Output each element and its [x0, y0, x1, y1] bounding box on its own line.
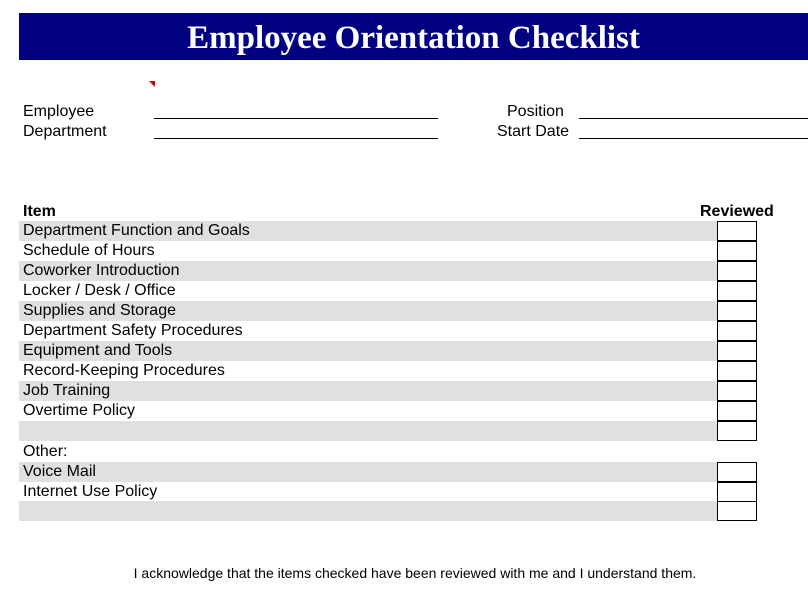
start-date-label: Start Date [497, 123, 570, 140]
reviewed-checkbox[interactable] [717, 462, 757, 482]
checklist-item-blank [19, 501, 717, 521]
checklist-item: Locker / Desk / Office [23, 282, 176, 299]
start-date-field[interactable] [579, 138, 808, 139]
checklist-item: Record-Keeping Procedures [23, 362, 225, 379]
reviewed-checkbox[interactable] [717, 321, 757, 341]
other-label: Other: [23, 443, 68, 460]
checklist-item: Job Training [19, 381, 717, 401]
reviewed-checkbox[interactable] [717, 281, 757, 301]
reviewed-checkbox[interactable] [717, 301, 757, 321]
comment-indicator-icon[interactable] [149, 81, 155, 87]
item-column-header: Item [23, 203, 56, 220]
checklist-item: Internet Use Policy [23, 483, 158, 500]
reviewed-checkbox[interactable] [717, 341, 757, 361]
checklist-item: Department Safety Procedures [23, 322, 243, 339]
reviewed-checkbox[interactable] [717, 261, 757, 281]
reviewed-checkbox[interactable] [717, 361, 757, 381]
reviewed-checkbox[interactable] [717, 482, 757, 502]
reviewed-checkbox[interactable] [717, 241, 757, 261]
reviewed-checkbox[interactable] [717, 221, 757, 241]
checklist-item: Overtime Policy [23, 402, 136, 419]
reviewed-checkbox[interactable] [717, 401, 757, 421]
checklist-item: Equipment and Tools [19, 341, 717, 361]
employee-field[interactable] [154, 118, 438, 119]
employee-label: Employee [23, 103, 95, 120]
reviewed-checkbox[interactable] [717, 501, 757, 521]
checklist-item: Voice Mail [19, 462, 717, 482]
reviewed-checkbox[interactable] [717, 381, 757, 401]
checklist-item: Coworker Introduction [19, 261, 717, 281]
position-field[interactable] [579, 118, 808, 119]
department-label: Department [23, 123, 107, 140]
acknowledgement-text: I acknowledge that the items checked have been reviewed with me and I understand them. [133, 565, 697, 581]
reviewed-checkbox[interactable] [717, 421, 757, 441]
checklist-item: Schedule of Hours [23, 242, 155, 259]
checklist-item: Department Function and Goals [19, 221, 717, 241]
page-title: Employee Orientation Checklist [19, 13, 808, 60]
checklist-item-blank [19, 421, 717, 441]
department-field[interactable] [154, 138, 438, 139]
position-label: Position [507, 103, 564, 120]
checklist-item: Supplies and Storage [19, 301, 717, 321]
reviewed-column-header: Reviewed [700, 203, 774, 220]
